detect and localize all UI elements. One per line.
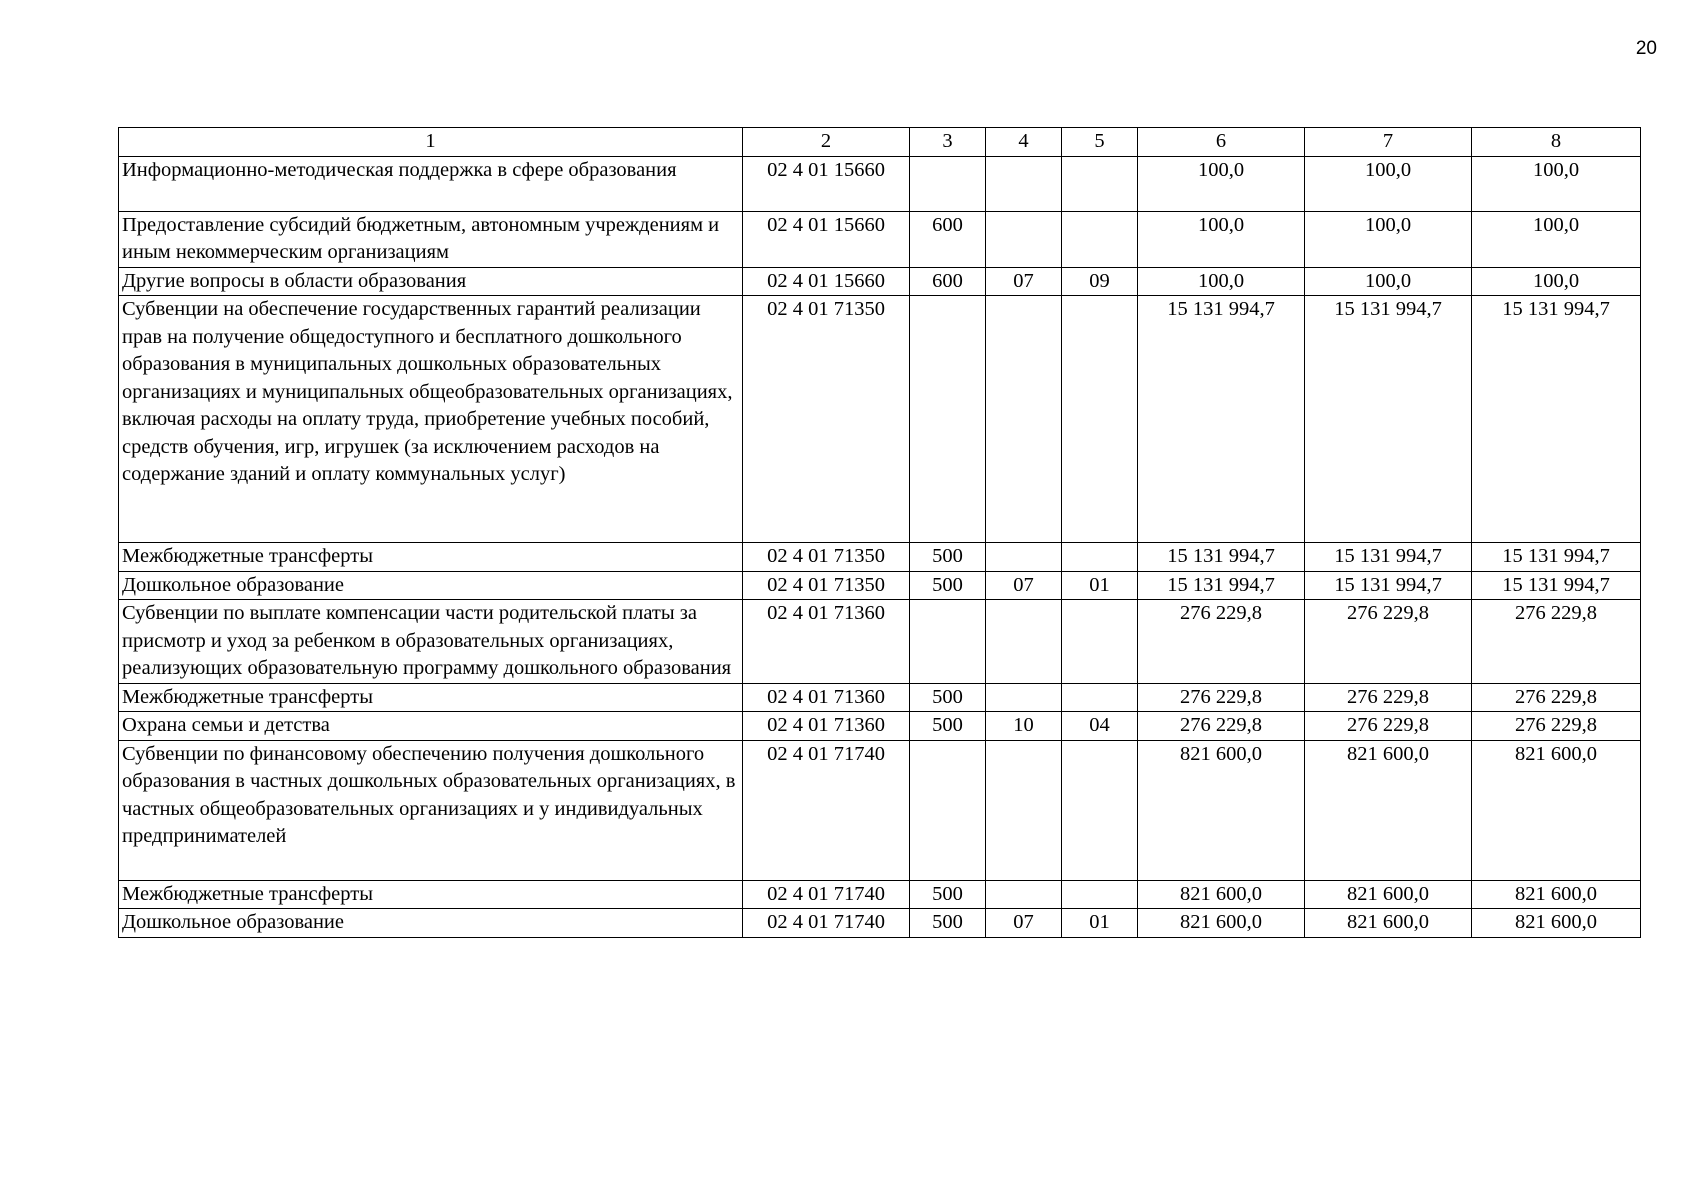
row-amount-col8: 15 131 994,7 [1472, 296, 1641, 543]
row-amount-col7: 821 600,0 [1305, 740, 1472, 880]
budget-table [118, 127, 1641, 938]
row-expense-type: 500 [910, 880, 986, 909]
row-target-code: 02 4 01 71740 [743, 909, 910, 938]
header-cell: 8 [1472, 128, 1641, 157]
row-amount-col8: 821 600,0 [1472, 909, 1641, 938]
row-name: Субвенции по финансовому обеспечению получения дошкольного образования в частных дошкольных образовательных организациях, в частных общеобразовательных организациях и у индивидуальных предпринимателей [119, 740, 743, 880]
row-expense-type [910, 156, 986, 211]
row-amount-col7: 15 131 994,7 [1305, 296, 1472, 543]
page-number: 20 [1635, 38, 1657, 59]
row-expense-type: 500 [910, 909, 986, 938]
table-row [119, 211, 1641, 267]
row-amount-col8: 276 229,8 [1472, 712, 1641, 741]
row-target-code: 02 4 01 71360 [743, 600, 910, 684]
row-name: Субвенции на обеспечение государственных гарантий реализации прав на получение общедоступного и бесплатного дошкольного образования в муниципальных дошкольных образовательных организациях и муниципальных общеобразовательных организациях, включая расходы на оплату труда, приобретение учебных пособий, средств обучения, игр, игрушек (за исключением расходов на содержание зданий и оплату коммунальных услуг) [119, 296, 743, 543]
row-section [986, 211, 1062, 267]
row-subsection [1062, 296, 1138, 543]
table-row [119, 600, 1641, 684]
table-row [119, 156, 1641, 211]
header-cell: 1 [119, 128, 743, 157]
row-section [986, 156, 1062, 211]
row-expense-type: 600 [910, 267, 986, 296]
row-amount-col7: 100,0 [1305, 156, 1472, 211]
row-expense-type [910, 296, 986, 543]
row-target-code: 02 4 01 71360 [743, 683, 910, 712]
row-target-code: 02 4 01 71350 [743, 296, 910, 543]
row-subsection [1062, 156, 1138, 211]
row-target-code: 02 4 01 71350 [743, 543, 910, 572]
row-amount-col6: 100,0 [1138, 211, 1305, 267]
row-expense-type: 500 [910, 543, 986, 572]
row-target-code: 02 4 01 15660 [743, 211, 910, 267]
row-amount-col8: 15 131 994,7 [1472, 543, 1641, 572]
row-section [986, 880, 1062, 909]
row-name: Субвенции по выплате компенсации части родительской платы за присмотр и уход за ребенком в образовательных организациях, реализующих образовательную программу дошкольного образования [119, 600, 743, 684]
header-cell: 7 [1305, 128, 1472, 157]
row-name: Дошкольное образование [119, 909, 743, 938]
row-amount-col6: 15 131 994,7 [1138, 296, 1305, 543]
row-name: Межбюджетные трансферты [119, 880, 743, 909]
row-amount-col8: 100,0 [1472, 156, 1641, 211]
row-amount-col8: 821 600,0 [1472, 880, 1641, 909]
row-amount-col6: 821 600,0 [1138, 909, 1305, 938]
row-amount-col6: 100,0 [1138, 156, 1305, 211]
row-expense-type [910, 740, 986, 880]
row-section: 07 [986, 267, 1062, 296]
row-subsection [1062, 740, 1138, 880]
header-cell: 3 [910, 128, 986, 157]
row-amount-col6: 100,0 [1138, 267, 1305, 296]
row-amount-col8: 276 229,8 [1472, 683, 1641, 712]
row-amount-col7: 100,0 [1305, 211, 1472, 267]
header-cell: 6 [1138, 128, 1305, 157]
row-name: Другие вопросы в области образования [119, 267, 743, 296]
row-subsection [1062, 211, 1138, 267]
header-cell: 5 [1062, 128, 1138, 157]
row-amount-col6: 15 131 994,7 [1138, 571, 1305, 600]
row-target-code: 02 4 01 15660 [743, 156, 910, 211]
row-expense-type: 500 [910, 571, 986, 600]
row-section: 10 [986, 712, 1062, 741]
row-target-code: 02 4 01 71360 [743, 712, 910, 741]
row-subsection: 04 [1062, 712, 1138, 741]
row-target-code: 02 4 01 71740 [743, 880, 910, 909]
row-amount-col7: 276 229,8 [1305, 712, 1472, 741]
table-row [119, 683, 1641, 712]
row-expense-type [910, 600, 986, 684]
row-target-code: 02 4 01 71350 [743, 571, 910, 600]
row-subsection [1062, 880, 1138, 909]
row-expense-type: 500 [910, 712, 986, 741]
row-amount-col6: 15 131 994,7 [1138, 543, 1305, 572]
header-cell: 2 [743, 128, 910, 157]
row-section: 07 [986, 571, 1062, 600]
row-name: Предоставление субсидий бюджетным, автономным учреждениям и иным некоммерческим организациям [119, 211, 743, 267]
row-amount-col6: 276 229,8 [1138, 712, 1305, 741]
row-amount-col8: 276 229,8 [1472, 600, 1641, 684]
row-subsection [1062, 543, 1138, 572]
row-expense-type: 600 [910, 211, 986, 267]
row-amount-col7: 276 229,8 [1305, 600, 1472, 684]
table-row [119, 571, 1641, 600]
table-row [119, 712, 1641, 741]
row-subsection [1062, 683, 1138, 712]
row-amount-col7: 821 600,0 [1305, 909, 1472, 938]
row-expense-type: 500 [910, 683, 986, 712]
row-name: Охрана семьи и детства [119, 712, 743, 741]
row-name: Межбюджетные трансферты [119, 543, 743, 572]
row-amount-col8: 100,0 [1472, 267, 1641, 296]
row-amount-col7: 100,0 [1305, 267, 1472, 296]
row-amount-col8: 100,0 [1472, 211, 1641, 267]
row-section: 07 [986, 909, 1062, 938]
table-row [119, 880, 1641, 909]
row-subsection: 01 [1062, 571, 1138, 600]
table-row [119, 740, 1641, 880]
row-amount-col6: 821 600,0 [1138, 880, 1305, 909]
row-subsection: 09 [1062, 267, 1138, 296]
row-section [986, 296, 1062, 543]
row-amount-col6: 276 229,8 [1138, 683, 1305, 712]
row-section [986, 740, 1062, 880]
row-subsection: 01 [1062, 909, 1138, 938]
row-name: Дошкольное образование [119, 571, 743, 600]
row-amount-col6: 821 600,0 [1138, 740, 1305, 880]
row-amount-col7: 276 229,8 [1305, 683, 1472, 712]
row-amount-col7: 15 131 994,7 [1305, 543, 1472, 572]
row-name: Информационно-методическая поддержка в сфере образования [119, 156, 743, 211]
table-row [119, 909, 1641, 938]
row-target-code: 02 4 01 71740 [743, 740, 910, 880]
table-row [119, 543, 1641, 572]
table-row [119, 296, 1641, 543]
row-section [986, 543, 1062, 572]
row-name: Межбюджетные трансферты [119, 683, 743, 712]
row-section [986, 600, 1062, 684]
table-row [119, 267, 1641, 296]
row-target-code: 02 4 01 15660 [743, 267, 910, 296]
row-amount-col8: 821 600,0 [1472, 740, 1641, 880]
row-section [986, 683, 1062, 712]
header-cell: 4 [986, 128, 1062, 157]
row-subsection [1062, 600, 1138, 684]
row-amount-col8: 15 131 994,7 [1472, 571, 1641, 600]
header-row [119, 128, 1641, 157]
row-amount-col6: 276 229,8 [1138, 600, 1305, 684]
row-amount-col7: 15 131 994,7 [1305, 571, 1472, 600]
row-amount-col7: 821 600,0 [1305, 880, 1472, 909]
